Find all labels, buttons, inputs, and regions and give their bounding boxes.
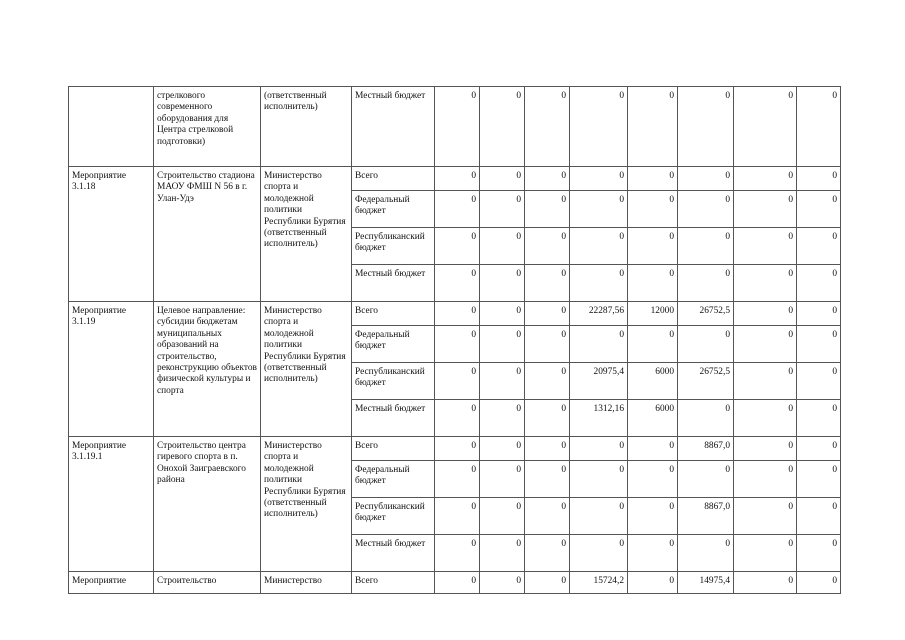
amount-cell: 0 bbox=[678, 400, 734, 437]
amount-cell: 26752,5 bbox=[678, 302, 734, 326]
responsible-cell: Министерство bbox=[261, 572, 352, 594]
amount-cell: 0 bbox=[678, 228, 734, 265]
amount-cell: 0 bbox=[797, 572, 841, 594]
amount-cell: 0 bbox=[525, 572, 570, 594]
amount-cell: 0 bbox=[435, 302, 480, 326]
amount-cell: 0 bbox=[628, 87, 678, 167]
amount-cell: 0 bbox=[480, 167, 525, 191]
amount-cell: 0 bbox=[435, 400, 480, 437]
amount-cell: 0 bbox=[480, 87, 525, 167]
amount-cell: 0 bbox=[435, 572, 480, 594]
amount-cell: 0 bbox=[435, 191, 480, 228]
amount-cell: 0 bbox=[734, 461, 797, 498]
amount-cell: 0 bbox=[525, 87, 570, 167]
amount-cell: 0 bbox=[797, 228, 841, 265]
amount-cell: 0 bbox=[435, 535, 480, 572]
amount-cell: 0 bbox=[628, 265, 678, 302]
amount-cell: 0 bbox=[797, 498, 841, 535]
measure-cell: Мероприятие 3.1.19.1 bbox=[69, 437, 154, 572]
measure-cell bbox=[69, 87, 154, 167]
amount-cell: 0 bbox=[734, 572, 797, 594]
table-row bbox=[69, 167, 841, 191]
funding-source-cell: Всего bbox=[352, 437, 435, 461]
amount-cell: 0 bbox=[435, 326, 480, 363]
amount-cell: 26752,5 bbox=[678, 363, 734, 400]
amount-cell: 0 bbox=[734, 191, 797, 228]
funding-source-cell: Всего bbox=[352, 302, 435, 326]
amount-cell: 0 bbox=[525, 535, 570, 572]
amount-cell: 0 bbox=[570, 228, 628, 265]
amount-cell: 0 bbox=[570, 191, 628, 228]
amount-cell: 0 bbox=[480, 326, 525, 363]
amount-cell: 0 bbox=[480, 400, 525, 437]
event-name-cell: Строительство центра гиревого спорта в п. Онохой Заиграевского района bbox=[154, 437, 261, 572]
amount-cell: 0 bbox=[435, 228, 480, 265]
amount-cell: 0 bbox=[435, 498, 480, 535]
amount-cell: 0 bbox=[480, 363, 525, 400]
amount-cell: 0 bbox=[628, 498, 678, 535]
amount-cell: 0 bbox=[525, 400, 570, 437]
amount-cell: 0 bbox=[525, 437, 570, 461]
amount-cell: 6000 bbox=[628, 363, 678, 400]
funding-source-cell: Всего bbox=[352, 167, 435, 191]
responsible-cell: (ответственный исполнитель) bbox=[261, 87, 352, 167]
responsible-cell: Министерство спорта и молодежной политики Республики Бурятия (ответственный исполнитель) bbox=[261, 302, 352, 437]
amount-cell: 0 bbox=[480, 498, 525, 535]
amount-cell: 0 bbox=[525, 191, 570, 228]
amount-cell: 0 bbox=[628, 326, 678, 363]
amount-cell: 0 bbox=[678, 461, 734, 498]
amount-cell: 0 bbox=[570, 498, 628, 535]
responsible-cell: Министерство спорта и молодежной политики Республики Бурятия (ответственный исполнитель) bbox=[261, 167, 352, 302]
amount-cell: 0 bbox=[628, 228, 678, 265]
amount-cell: 0 bbox=[435, 461, 480, 498]
amount-cell: 0 bbox=[480, 461, 525, 498]
amount-cell: 0 bbox=[628, 535, 678, 572]
amount-cell: 0 bbox=[570, 461, 628, 498]
amount-cell: 0 bbox=[480, 572, 525, 594]
amount-cell: 0 bbox=[734, 265, 797, 302]
amount-cell: 0 bbox=[797, 265, 841, 302]
amount-cell: 0 bbox=[628, 191, 678, 228]
amount-cell: 0 bbox=[734, 87, 797, 167]
amount-cell: 0 bbox=[797, 437, 841, 461]
amount-cell: 0 bbox=[570, 326, 628, 363]
funding-source-cell: Федеральный бюджет bbox=[352, 326, 435, 363]
amount-cell: 0 bbox=[570, 535, 628, 572]
amount-cell: 0 bbox=[734, 498, 797, 535]
amount-cell: 0 bbox=[435, 265, 480, 302]
amount-cell: 0 bbox=[678, 87, 734, 167]
amount-cell: 20975,4 bbox=[570, 363, 628, 400]
amount-cell: 0 bbox=[734, 363, 797, 400]
event-name-cell: Целевое направление: субсидии бюджетам муниципальных образований на строительство, реконструкцию объектов физической культуры и спорта bbox=[154, 302, 261, 437]
amount-cell: 0 bbox=[570, 87, 628, 167]
amount-cell: 0 bbox=[525, 363, 570, 400]
amount-cell: 0 bbox=[570, 167, 628, 191]
amount-cell: 0 bbox=[435, 167, 480, 191]
amount-cell: 0 bbox=[797, 400, 841, 437]
funding-source-cell: Федеральный бюджет bbox=[352, 461, 435, 498]
amount-cell: 0 bbox=[628, 572, 678, 594]
amount-cell: 0 bbox=[797, 363, 841, 400]
amount-cell: 0 bbox=[797, 87, 841, 167]
amount-cell: 8867,0 bbox=[678, 498, 734, 535]
amount-cell: 0 bbox=[734, 326, 797, 363]
amount-cell: 0 bbox=[678, 535, 734, 572]
amount-cell: 0 bbox=[797, 461, 841, 498]
amount-cell: 0 bbox=[435, 437, 480, 461]
table-row bbox=[69, 302, 841, 326]
amount-cell: 0 bbox=[525, 461, 570, 498]
amount-cell: 0 bbox=[678, 191, 734, 228]
event-name-cell: Строительство стадиона МАОУ ФМШ N 56 в г. Улан-Удэ bbox=[154, 167, 261, 302]
table-row bbox=[69, 572, 841, 594]
amount-cell: 15724,2 bbox=[570, 572, 628, 594]
measure-cell: Мероприятие 3.1.18 bbox=[69, 167, 154, 302]
amount-cell: 0 bbox=[678, 265, 734, 302]
responsible-cell: Министерство спорта и молодежной политики Республики Бурятия (ответственный исполнитель) bbox=[261, 437, 352, 572]
funding-source-cell: Местный бюджет bbox=[352, 400, 435, 437]
funding-source-cell: Федеральный бюджет bbox=[352, 191, 435, 228]
amount-cell: 0 bbox=[797, 167, 841, 191]
amount-cell: 0 bbox=[570, 265, 628, 302]
amount-cell: 0 bbox=[797, 191, 841, 228]
amount-cell: 0 bbox=[734, 302, 797, 326]
funding-source-cell: Местный бюджет bbox=[352, 535, 435, 572]
budget-table bbox=[68, 86, 841, 594]
amount-cell: 0 bbox=[797, 326, 841, 363]
event-name-cell: Строительство bbox=[154, 572, 261, 594]
amount-cell: 0 bbox=[628, 437, 678, 461]
amount-cell: 0 bbox=[480, 265, 525, 302]
measure-cell: Мероприятие bbox=[69, 572, 154, 594]
amount-cell: 0 bbox=[525, 302, 570, 326]
amount-cell: 0 bbox=[797, 302, 841, 326]
amount-cell: 0 bbox=[525, 167, 570, 191]
amount-cell: 0 bbox=[435, 87, 480, 167]
amount-cell: 0 bbox=[734, 167, 797, 191]
amount-cell: 22287,56 bbox=[570, 302, 628, 326]
amount-cell: 0 bbox=[480, 302, 525, 326]
amount-cell: 0 bbox=[435, 363, 480, 400]
amount-cell: 0 bbox=[525, 265, 570, 302]
amount-cell: 0 bbox=[480, 535, 525, 572]
table-body bbox=[69, 87, 841, 594]
amount-cell: 0 bbox=[734, 228, 797, 265]
amount-cell: 6000 bbox=[628, 400, 678, 437]
amount-cell: 0 bbox=[628, 461, 678, 498]
amount-cell: 0 bbox=[678, 326, 734, 363]
amount-cell: 0 bbox=[525, 498, 570, 535]
amount-cell: 0 bbox=[734, 535, 797, 572]
funding-source-cell: Республиканский бюджет bbox=[352, 228, 435, 265]
amount-cell: 0 bbox=[480, 437, 525, 461]
amount-cell: 8867,0 bbox=[678, 437, 734, 461]
amount-cell: 0 bbox=[525, 228, 570, 265]
amount-cell: 0 bbox=[734, 437, 797, 461]
event-name-cell: стрелкового современного оборудования для Центра стрелковой подготовки) bbox=[154, 87, 261, 167]
table-row bbox=[69, 87, 841, 167]
funding-source-cell: Местный бюджет bbox=[352, 87, 435, 167]
amount-cell: 0 bbox=[570, 437, 628, 461]
funding-source-cell: Всего bbox=[352, 572, 435, 594]
amount-cell: 0 bbox=[628, 167, 678, 191]
amount-cell: 0 bbox=[525, 326, 570, 363]
funding-source-cell: Республиканский бюджет bbox=[352, 498, 435, 535]
amount-cell: 0 bbox=[734, 400, 797, 437]
table-row bbox=[69, 437, 841, 461]
amount-cell: 0 bbox=[797, 535, 841, 572]
funding-source-cell: Республиканский бюджет bbox=[352, 363, 435, 400]
amount-cell: 0 bbox=[678, 167, 734, 191]
amount-cell: 0 bbox=[480, 191, 525, 228]
measure-cell: Мероприятие 3.1.19 bbox=[69, 302, 154, 437]
amount-cell: 14975,4 bbox=[678, 572, 734, 594]
amount-cell: 12000 bbox=[628, 302, 678, 326]
amount-cell: 1312,16 bbox=[570, 400, 628, 437]
funding-source-cell: Местный бюджет bbox=[352, 265, 435, 302]
amount-cell: 0 bbox=[480, 228, 525, 265]
